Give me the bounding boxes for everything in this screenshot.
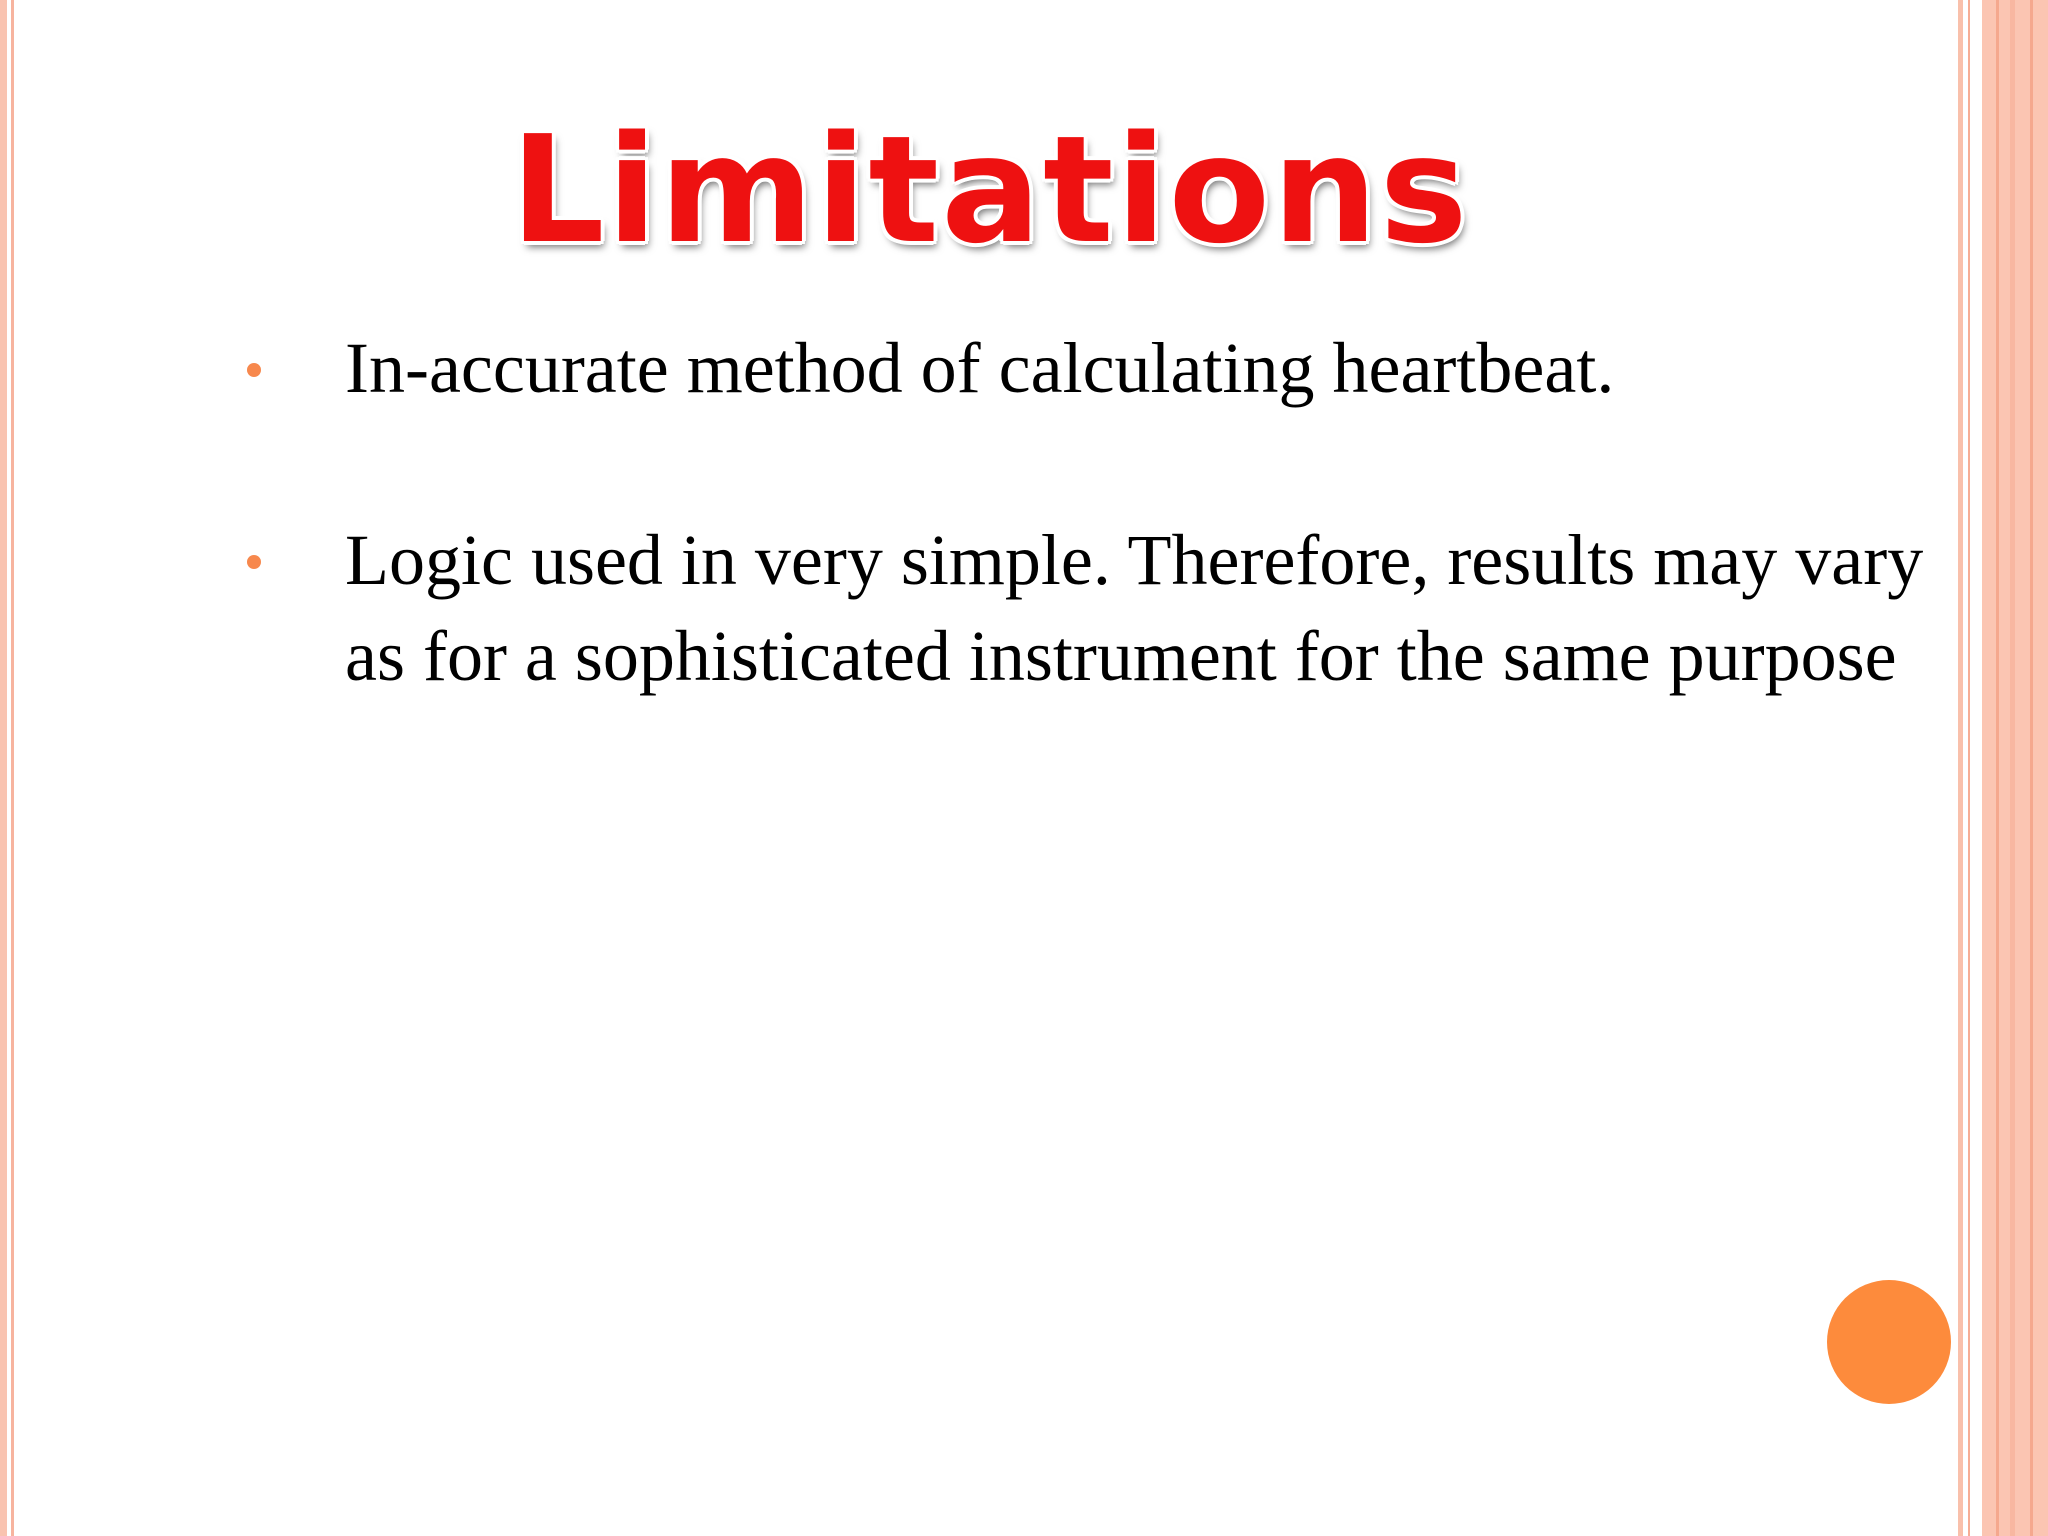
bullet-text: In-accurate method of calculating heartbeat. <box>345 328 1615 408</box>
bullet-dot-icon <box>247 363 261 377</box>
right-band-stripe <box>1996 0 1999 1536</box>
accent-circle <box>1827 1280 1951 1404</box>
bullet-item <box>230 320 1960 416</box>
bullet-dot-icon <box>247 555 261 569</box>
slide-title: Limitations <box>510 104 1470 276</box>
right-decorative-band <box>1982 0 2048 1536</box>
bullet-item <box>230 512 1960 704</box>
right-band-stripe <box>2010 0 2015 1536</box>
right-band-stripe <box>2030 0 2033 1536</box>
bullet-list <box>230 320 1960 800</box>
bullet-text: Logic used in very simple. Therefore, results may vary as for a sophisticated instrument for the same purpose <box>345 520 1924 696</box>
